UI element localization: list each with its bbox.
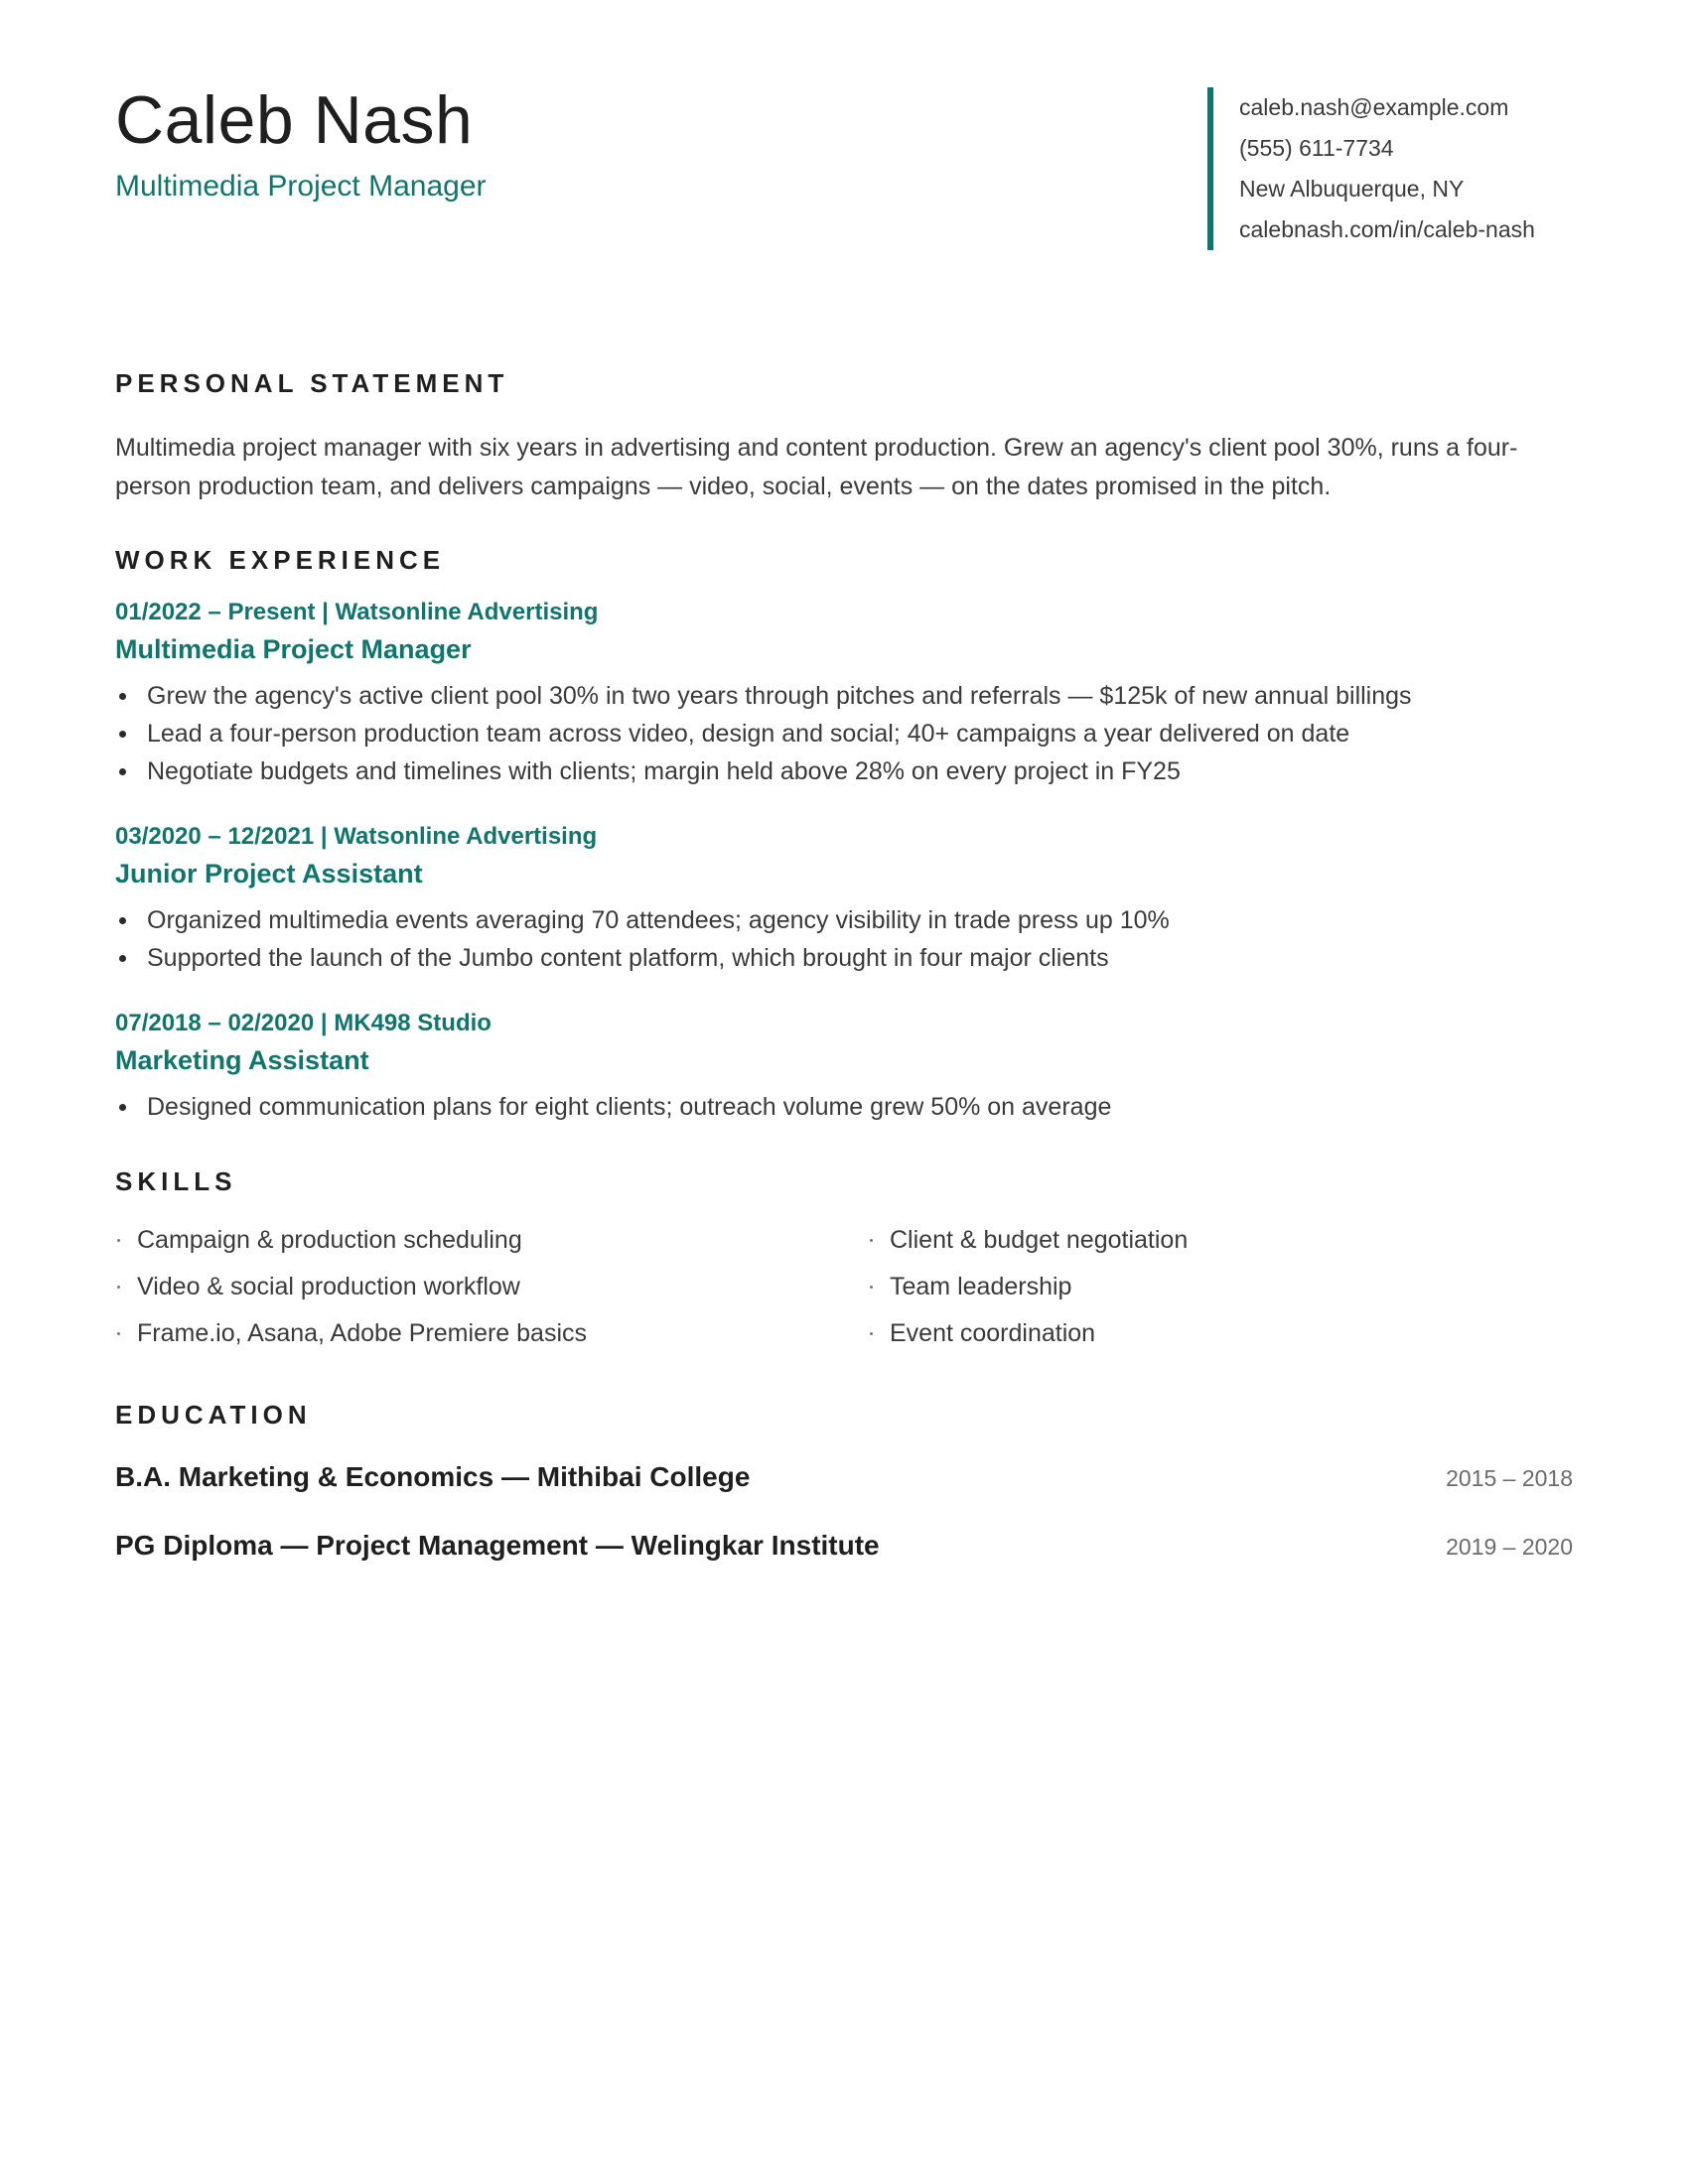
education-degree: PG Diploma — Project Management — Welingkar Institute (115, 1530, 880, 1561)
job-bullets (115, 677, 1573, 790)
resume-page (115, 79, 1573, 1591)
skill-text: Frame.io, Asana, Adobe Premiere basics (137, 1319, 588, 1347)
bullet-dot-icon (117, 1332, 120, 1335)
contact-email[interactable]: caleb.nash@example.com (1239, 94, 1509, 120)
skill-item (868, 1310, 1563, 1357)
job-bullet (115, 901, 1573, 939)
skill-text: Video & social production workflow (137, 1273, 520, 1300)
candidate-name: Caleb Nash (115, 82, 474, 158)
job-bullet-text: Designed communication plans for eight clients; outreach volume grew 50% on average (147, 1093, 1112, 1121)
job-role: Marketing Assistant (115, 1045, 369, 1075)
bullet-dot-icon (119, 768, 126, 775)
job-role: Multimedia Project Manager (115, 634, 472, 664)
skill-item (115, 1310, 868, 1357)
skill-item (115, 1264, 868, 1310)
contact-website[interactable]: calebnash.com/in/caleb-nash (1239, 216, 1535, 242)
job-bullet (115, 715, 1573, 752)
job-role: Junior Project Assistant (115, 859, 423, 888)
bullet-dot-icon (119, 731, 126, 738)
bullet-dot-icon (119, 917, 126, 924)
job-bullet-text: Organized multimedia events averaging 70 attendees; agency visibility in trade press up 10% (147, 906, 1170, 934)
education-entry (115, 1523, 1573, 1570)
job-dates-company: 07/2018 – 02/2020 | MK498 Studio (115, 1010, 492, 1036)
skill-item (868, 1217, 1563, 1264)
section-heading-statement: PERSONAL STATEMENT (115, 368, 509, 398)
education-section (115, 1399, 1573, 1570)
job-bullet (115, 677, 1573, 715)
education-entry (115, 1454, 1573, 1501)
skill-text: Campaign & production scheduling (137, 1226, 522, 1254)
bullet-dot-icon (117, 1286, 120, 1289)
job-bullet-text: Negotiate budgets and timelines with clients; margin held above 28% on every project in FY25 (147, 757, 1181, 785)
bullet-dot-icon (119, 693, 126, 700)
bullet-dot-icon (117, 1239, 120, 1242)
section-heading-education: EDUCATION (115, 1400, 312, 1430)
job-bullet-text: Lead a four-person production team across video, design and social; 40+ campaigns a year delivered on date (147, 720, 1350, 748)
job-dates-company: 01/2022 – Present | Watsonline Advertising (115, 599, 599, 625)
bullet-dot-icon (119, 1104, 126, 1111)
job-entry (115, 596, 1573, 790)
candidate-title: Multimedia Project Manager (115, 170, 487, 203)
personal-statement-text: Multimedia project manager with six years in advertising and content production. Grew an agency's client pool 30%, runs a four-person production team, and delivers campaigns — video, social, events — on the dates promised in the pitch. (115, 434, 1518, 500)
job-bullet-text: Grew the agency's active client pool 30% in two years through pitches and referrals — $125k of new annual billings (147, 682, 1412, 710)
bullet-dot-icon (870, 1239, 873, 1242)
education-degree: B.A. Marketing & Economics — Mithibai College (115, 1461, 751, 1492)
skill-text: Client & budget negotiation (890, 1226, 1189, 1254)
job-bullets (115, 901, 1573, 977)
skill-item (868, 1264, 1563, 1310)
skill-item (115, 1217, 868, 1264)
section-heading-experience: WORK EXPERIENCE (115, 545, 446, 575)
skill-text: Event coordination (890, 1319, 1096, 1347)
skill-text: Team leadership (890, 1273, 1072, 1300)
contact-block (1207, 87, 1573, 250)
work-experience-section (115, 544, 1573, 1126)
contact-phone[interactable]: (555) 611-7734 (1239, 135, 1394, 161)
job-bullet (115, 752, 1573, 790)
education-years: 2019 – 2020 (1446, 1534, 1573, 1560)
job-entry (115, 820, 1573, 977)
job-entry (115, 1007, 1573, 1126)
job-bullet-text: Supported the launch of the Jumbo content platform, which brought in four major clients (147, 944, 1109, 972)
section-heading-skills: SKILLS (115, 1166, 237, 1196)
contact-location: New Albuquerque, NY (1239, 176, 1465, 202)
job-bullets (115, 1088, 1573, 1126)
job-dates-company: 03/2020 – 12/2021 | Watsonline Advertising (115, 823, 598, 850)
bullet-dot-icon (870, 1332, 873, 1335)
bullet-dot-icon (119, 955, 126, 962)
skills-grid (115, 1217, 1573, 1357)
bullet-dot-icon (870, 1286, 873, 1289)
skills-section (115, 1165, 1573, 1357)
resume-header (115, 79, 1573, 264)
education-years: 2015 – 2018 (1446, 1465, 1573, 1491)
personal-statement-section (115, 367, 1573, 506)
job-bullet (115, 939, 1573, 977)
job-bullet (115, 1088, 1573, 1126)
